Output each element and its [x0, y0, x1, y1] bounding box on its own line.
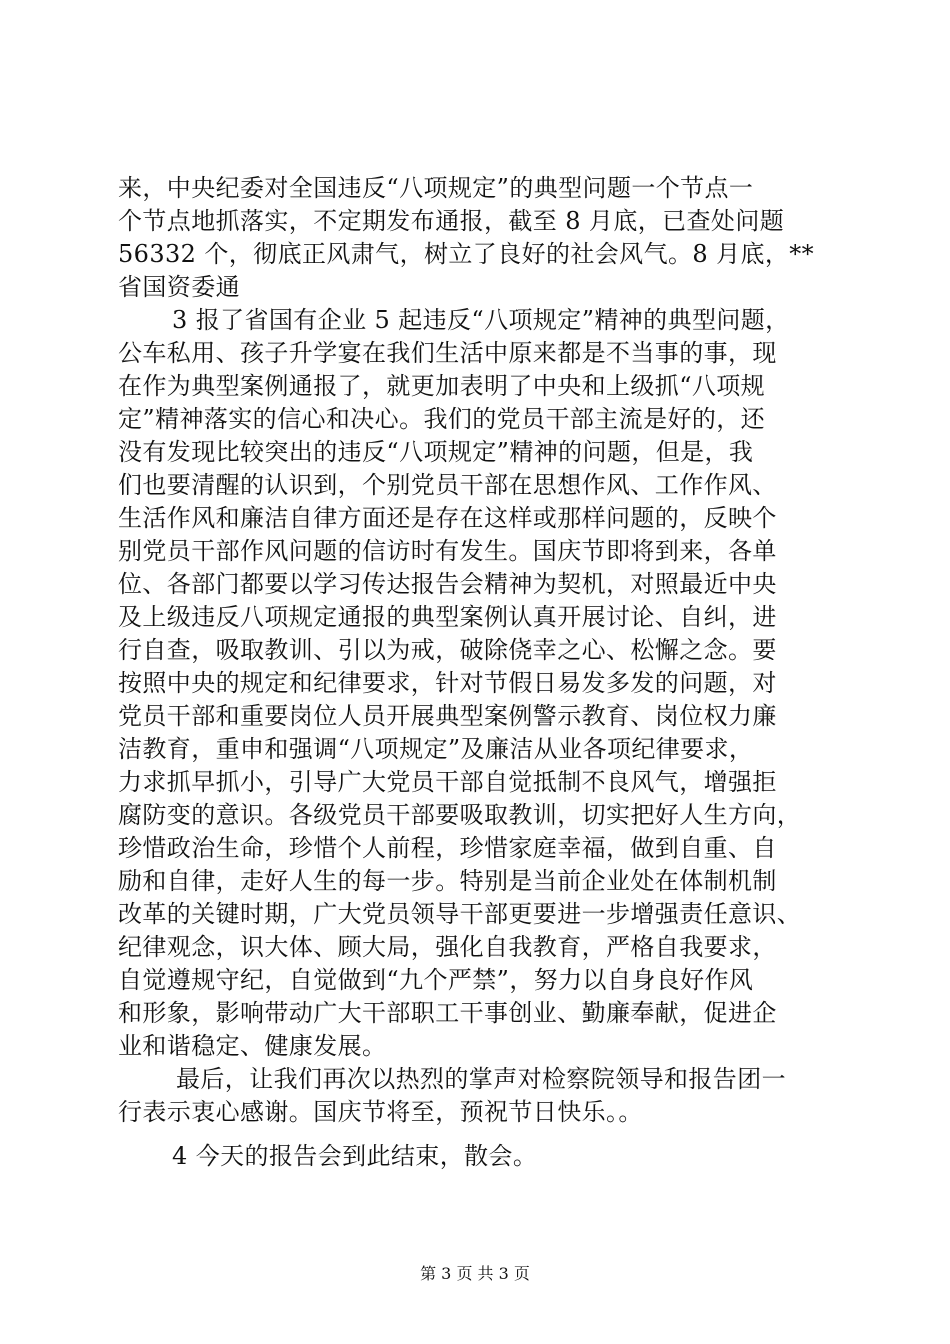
- paragraph-first-line: 最后，让我们再次以热烈的掌声对检察院领导和报告团一: [176, 1065, 786, 1093]
- text-line: 行表示衷心感谢。国庆节将至，预祝节日快乐。。: [118, 1098, 643, 1126]
- text-line: 腐防变的意识。各级党员干部要吸取教训，切实把好人生方向，: [118, 801, 802, 829]
- text-line: 们也要清醒的认识到，个别党员干部在思想作风、工作作风、: [118, 471, 777, 499]
- text-line: 位、各部门都要以学习传达报告会精神为契机，对照最近中央: [118, 570, 777, 598]
- text-line: 定”精神落实的信心和决心。我们的党员干部主流是好的，还: [118, 405, 766, 433]
- text-line: 改革的关键时期，广大党员领导干部更要进一步增强责任意识、: [118, 900, 802, 928]
- text-line: 行自查，吸取教训、引以为戒，破除侥幸之心、松懈之念。要: [118, 636, 777, 664]
- text-line: 在作为典型案例通报了，就更加表明了中央和上级抓“八项规: [118, 372, 766, 400]
- text-line: 没有发现比较突出的违反“八项规定”精神的问题，但是，我: [118, 438, 754, 466]
- text-line: 个节点地抓落实，不定期发布通报，截至 8 月底，已查处问题: [118, 207, 785, 235]
- text-line: 力求抓早抓小，引导广大党员干部自觉抵制不良风气，增强拒: [118, 768, 777, 796]
- text-line: 业和谐稳定、健康发展。: [118, 1032, 387, 1060]
- text-line: 公车私用、孩子升学宴在我们生活中原来都是不当事的事，现: [118, 339, 777, 367]
- text-line: 来，中央纪委对全国违反“八项规定”的典型问题一个节点一: [118, 174, 754, 202]
- page-footer: 第 3 页 共 3 页: [420, 1264, 530, 1283]
- text-line: 洁教育，重申和强调“八项规定”及廉洁从业各项纪律要求，: [118, 735, 754, 763]
- text-line: 按照中央的规定和纪律要求，针对节假日易发多发的问题，对: [118, 669, 777, 697]
- text-line: 省国资委通: [118, 273, 240, 301]
- text-line: 励和自律，走好人生的每一步。特别是当前企业处在体制机制: [118, 867, 777, 895]
- text-line: 纪律观念，识大体、顾大局，强化自我教育，严格自我要求，: [118, 933, 777, 961]
- text-line: 生活作风和廉洁自律方面还是存在这样或那样问题的，反映个: [118, 504, 777, 532]
- paragraph-first-line: 3 报了省国有企业 5 起违反“八项规定”精神的典型问题，: [172, 306, 790, 334]
- paragraph-first-line: 4 今天的报告会到此结束，散会。: [172, 1142, 538, 1170]
- text-line: 自觉遵规守纪，自觉做到“九个严禁”，努力以自身良好作风: [118, 966, 754, 994]
- text-line: 珍惜政治生命，珍惜个人前程，珍惜家庭幸福，做到自重、自: [118, 834, 777, 862]
- text-line: 56332 个，彻底正风肃气，树立了良好的社会风气。8 月底，**: [118, 240, 815, 268]
- text-line: 和形象，影响带动广大干部职工干事创业、勤廉奉献，促进企: [118, 999, 777, 1027]
- text-line: 党员干部和重要岗位人员开展典型案例警示教育、岗位权力廉: [118, 702, 777, 730]
- text-line: 别党员干部作风问题的信访时有发生。国庆节即将到来，各单: [118, 537, 777, 565]
- text-line: 及上级违反八项规定通报的典型案例认真开展讨论、自纠，进: [118, 603, 777, 631]
- document-body: [118, 172, 838, 1173]
